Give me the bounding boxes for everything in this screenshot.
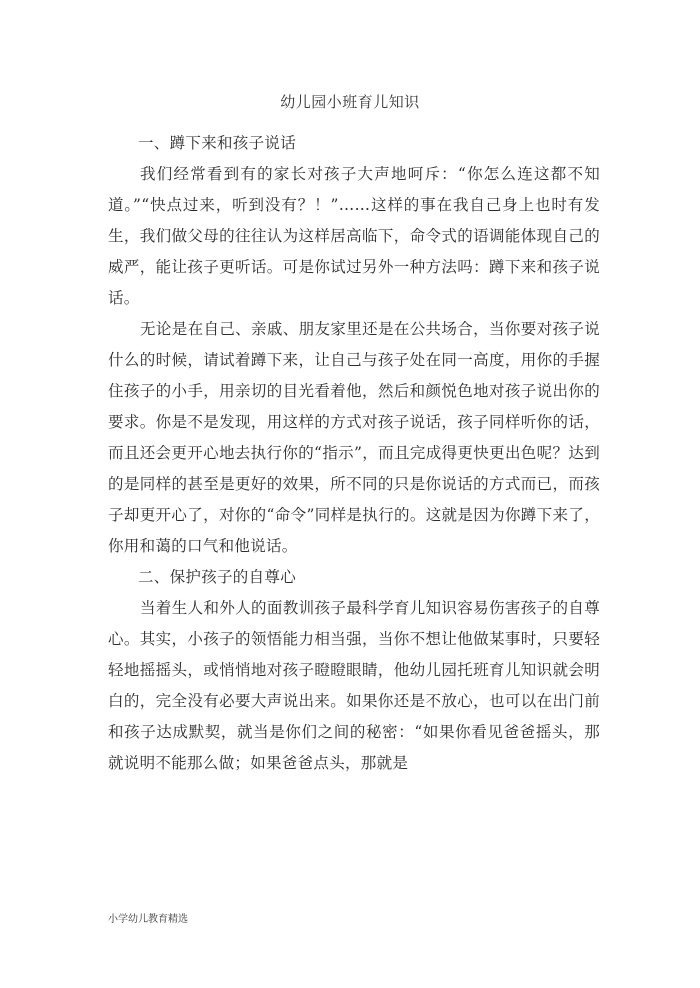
section-heading-2: 二、保护孩子的自尊心 [138, 568, 297, 586]
section-1-paragraph-1: 我们经常看到有的家长对孩子大声地呵斥：“你怎么连这都不知道。”“快点过来，听到没有？！”……这样的事在我自己身上也时有发生，我们做父母的往往认为这样居高临下，命令式的语调能体现自己的威严，能让孩子更听话。可是你试过另外一种方法吗：蹲下来和孩子说话。 [108, 165, 600, 307]
document-footer: 小学幼儿教育精选 [108, 914, 188, 925]
section-heading-1: 一、蹲下来和孩子说话 [138, 134, 297, 152]
document-body [108, 128, 600, 779]
document-title: 幼儿园小班育儿知识 [280, 93, 420, 111]
section-2-paragraph-1: 当着生人和外人的面教训孩子最科学育儿知识容易伤害孩子的自尊心。其实，小孩子的领悟能力相当强，当你不想让他做某事时，只要轻轻地摇摇头，或悄悄地对孩子瞪瞪眼睛，他幼儿园托班育儿知识就会明白的，完全没有必要大声说出来。如果你还是不放心，也可以在出门前和孩子达成默契，就当是你们之间的秘密：“如果你看见爸爸摇头，那就说明不能那么做；如果爸爸点头，那就是 [108, 599, 600, 772]
section-1-paragraph-2: 无论是在自己、亲戚、朋友家里还是在公共场合，当你要对孩子说什么的时候，请试着蹲下来，让自己与孩子处在同一高度，用你的手握住孩子的小手，用亲切的目光看着他，然后和颜悦色地对孩子说出你的要求。你是不是发现，用这样的方式对孩子说话，孩子同样听你的话，而且还会更开心地去执行你的“指示”，而且完成得更快更出色呢？达到的是同样的甚至是更好的效果，所不同的只是你说话的方式而已，而孩子却更开心了，对你的“命令”同样是执行的。这就是因为你蹲下来了，你用和蔼的口气和他说话。 [108, 320, 600, 555]
